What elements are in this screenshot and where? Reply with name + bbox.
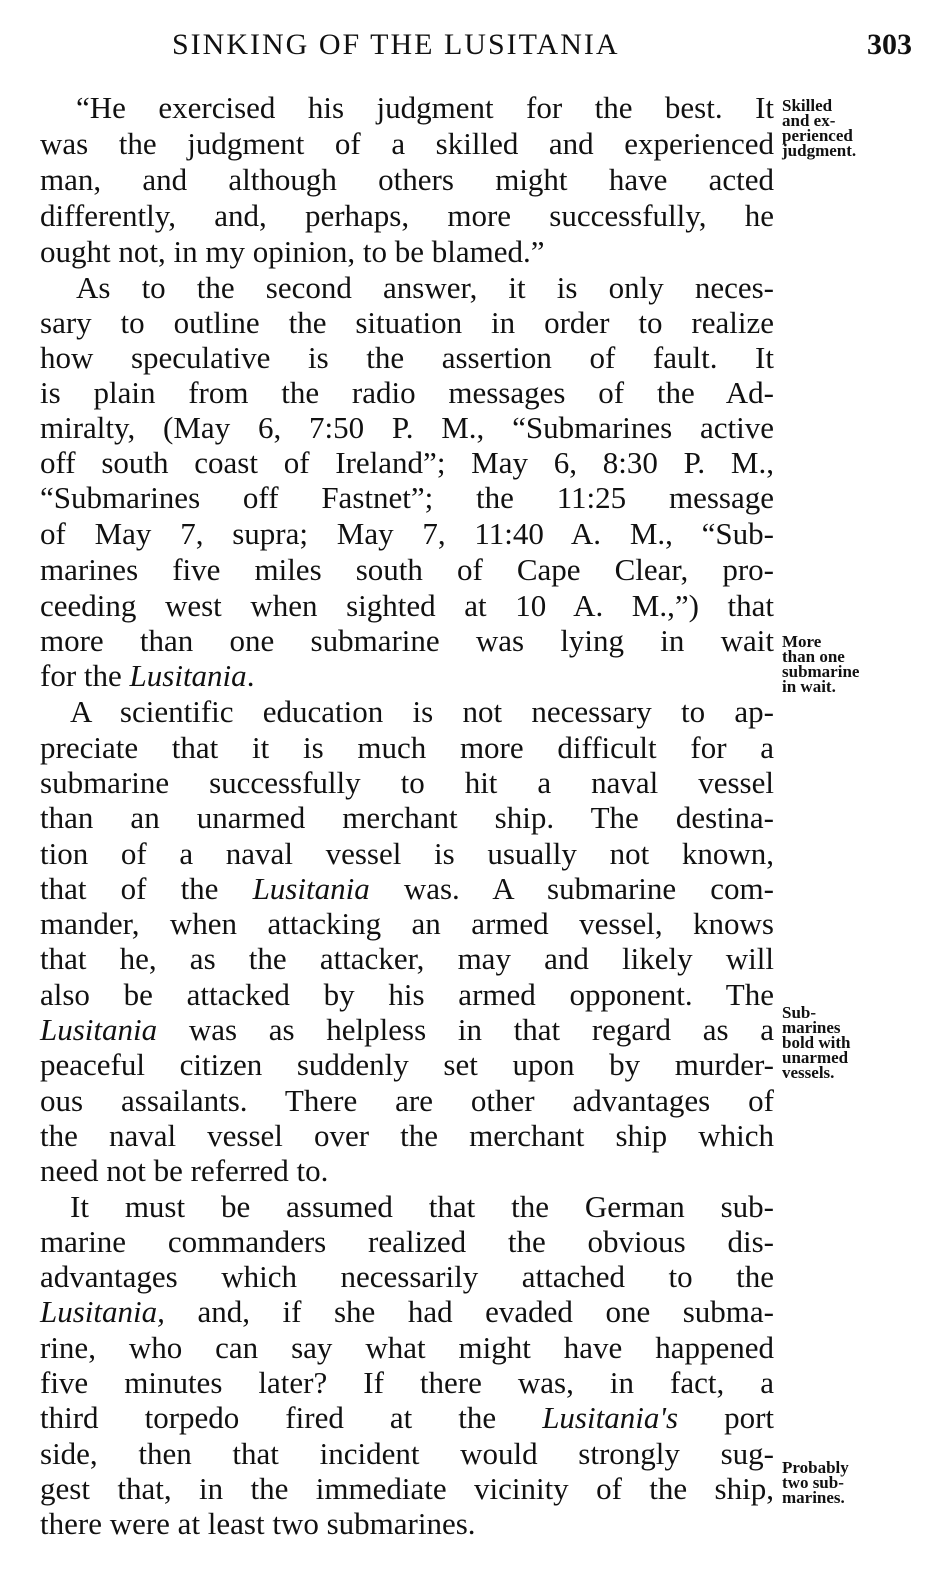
- note-line: perienced: [782, 126, 853, 145]
- ship-name: Lusitania: [40, 1012, 158, 1047]
- page-number: 303: [867, 28, 912, 61]
- ship-name: Lusitania's: [542, 1400, 679, 1435]
- text-run: for the: [40, 658, 130, 693]
- body-line: A scientific education is not necessary to ap-: [70, 694, 774, 729]
- note-line: submarine: [782, 662, 860, 681]
- body-line: mander, when attacking an armed vessel, knows: [40, 906, 774, 941]
- body-line: how speculative is the assertion of fault. It: [40, 340, 774, 375]
- body-line: also be attacked by his armed opponent. The: [40, 977, 774, 1012]
- body-line: ceeding west when sighted at 10 A. M.,”) that: [40, 588, 774, 623]
- body-line: side, then that incident would strongly sug-: [40, 1436, 774, 1471]
- note-line: Sub-: [782, 1003, 817, 1022]
- body-line: tion of a naval vessel is usually not known,: [40, 836, 774, 871]
- note-line: Probably: [782, 1458, 849, 1477]
- body-line: rine, who can say what might have happened: [40, 1330, 774, 1365]
- body-line: “He exercised his judgment for the best. It: [76, 90, 774, 125]
- body-line: five minutes later? If there was, in fact, a: [40, 1365, 774, 1400]
- text-run: third torpedo fired at the: [40, 1400, 543, 1435]
- body-line: It must be assumed that the German sub-: [70, 1189, 774, 1224]
- ship-name: Lusitania: [252, 871, 370, 906]
- body-line: [40, 1012, 774, 1047]
- text-run: that of the: [40, 871, 253, 906]
- body-line: marine commanders realized the obvious dis-: [40, 1224, 774, 1259]
- note-line: two sub-: [782, 1473, 844, 1492]
- body-line: off south coast of Ireland”; May 6, 8:30 P. M.,: [40, 445, 774, 480]
- note-line: than one: [782, 647, 845, 666]
- text-run: port: [678, 1400, 775, 1435]
- body-line: As to the second answer, it is only neces-: [76, 270, 774, 305]
- body-line: than an unarmed merchant ship. The destina-: [40, 800, 774, 835]
- body-line: ous assailants. There are other advantages of: [40, 1083, 774, 1118]
- body-line: ought not, in my opinion, to be blamed.”: [40, 234, 545, 269]
- body-line: of May 7, supra; May 7, 11:40 A. M., “Sub-: [40, 516, 774, 551]
- body-line: was the judgment of a skilled and experienced: [40, 126, 774, 161]
- body-line: more than one submarine was lying in wait: [40, 623, 774, 658]
- note-line: and ex-: [782, 111, 836, 130]
- body-line: [40, 871, 774, 906]
- margin-note-skilled-judgment: [782, 98, 856, 158]
- note-line: unarmed: [782, 1048, 849, 1067]
- note-line: bold with: [782, 1033, 851, 1052]
- ship-name: Lusitania: [129, 658, 247, 693]
- note-line: Skilled: [782, 96, 833, 115]
- body-line: advantages which necessarily attached to the: [40, 1259, 774, 1294]
- note-line: marines.: [782, 1488, 845, 1507]
- body-line: preciate that it is much more difficult for a: [40, 730, 774, 765]
- body-line: miralty, (May 6, 7:50 P. M., “Submarines active: [40, 410, 774, 445]
- text-run: .: [246, 658, 255, 693]
- body-line: sary to outline the situation in order to realize: [40, 305, 774, 340]
- note-line: judgment.: [782, 141, 857, 160]
- body-line: marines five miles south of Cape Clear, pro-: [40, 552, 774, 587]
- margin-note-more-than-one-submarine: [782, 634, 859, 694]
- body-line: “Submarines off Fastnet”; the 11:25 message: [40, 480, 774, 515]
- note-line: in wait.: [782, 677, 836, 696]
- body-line: gest that, in the immediate vicinity of the ship,: [40, 1471, 774, 1506]
- body-line: the naval vessel over the merchant ship which: [40, 1118, 774, 1153]
- note-line: vessels.: [782, 1063, 835, 1082]
- body-line: is plain from the radio messages of the Ad-: [40, 375, 774, 410]
- body-line: peaceful citizen suddenly set upon by murder-: [40, 1047, 774, 1082]
- note-line: More: [782, 632, 822, 651]
- running-header: [40, 28, 912, 72]
- running-title: SINKING OF THE LUSITANIA: [172, 28, 620, 61]
- margin-note-submarines-bold: [782, 1005, 851, 1080]
- body-line: [40, 1294, 774, 1329]
- text-run: was. A submarine com-: [369, 871, 774, 906]
- margin-note-probably-two-submarines: [782, 1460, 849, 1505]
- body-line: there were at least two submarines.: [40, 1506, 476, 1541]
- body-line: [40, 658, 774, 693]
- text-run: and, if she had evaded one subma-: [164, 1294, 774, 1329]
- body-line: that he, as the attacker, may and likely will: [40, 941, 774, 976]
- body-line: submarine successfully to hit a naval vessel: [40, 765, 774, 800]
- body-line: differently, and, perhaps, more successfully, he: [40, 198, 774, 233]
- body-line: need not be referred to.: [40, 1153, 329, 1188]
- note-line: marines: [782, 1018, 841, 1037]
- body-line: man, and although others might have acted: [40, 162, 774, 197]
- body-line: [40, 1400, 774, 1435]
- ship-name: Lusitania,: [40, 1294, 165, 1329]
- text-run: was as helpless in that regard as a: [157, 1012, 774, 1047]
